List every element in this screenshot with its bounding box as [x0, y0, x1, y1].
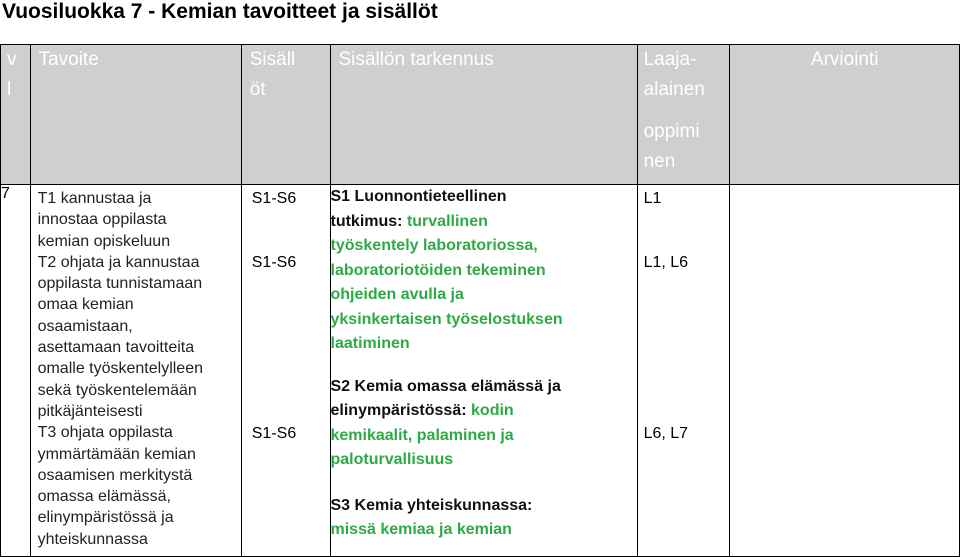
competence-t1: L1: [643, 190, 662, 207]
table-header-row: [1, 45, 960, 185]
header-content-details: Sisällön tarkennus: [330, 45, 637, 185]
curriculum-table: [0, 44, 960, 557]
table-row: [1, 185, 960, 557]
header-contents: Sisäll öt: [241, 45, 330, 185]
competence-t3: L6, L7: [643, 425, 689, 442]
goal-t2: T2 ohjata ja kannustaa oppilasta tunnistamaan omaa kemian osaamistaan, asettamaan tavoitteita omalle työskentelylleen sekä työskentelemään pitkäjänteisesti: [37, 253, 203, 420]
header-grade: v l: [1, 45, 31, 185]
goals-cell: [30, 185, 241, 557]
header-goal: Tavoite: [30, 45, 241, 185]
assessment-cell: [730, 185, 960, 557]
goal-t3: T3 ohjata oppilasta ymmärtämään kemian osaamisen merkitystä omassa elämässä, elinympäristössä ja yhteiskunnassa: [37, 424, 196, 548]
content-details-cell: [330, 185, 637, 557]
goal-t1: T1 kannustaa ja innostaa oppilasta kemian opiskeluun: [37, 190, 171, 250]
page-title: Vuosiluokka 7 - Kemian tavoitteet ja sisällöt: [2, 0, 438, 23]
content-s1: S1 Luonnontieteellinen tutkimus: turvallinen työskentely laboratoriossa, laboratoriotöiden tekeminen ohjeiden avulla ja yksinkertaisen työselostuksen laatiminen: [330, 188, 563, 352]
competences-cell: [637, 185, 730, 557]
header-transversal-competence: Laaja- alainen oppimi nen: [637, 45, 730, 185]
header-assessment: Arviointi: [730, 45, 960, 185]
content-s3: S3 Kemia yhteiskunnassa: missä kemiaa ja kemian: [330, 496, 533, 538]
content-ref-t1: S1-S6: [251, 190, 297, 207]
grade-cell: 7: [1, 185, 31, 557]
content-s2: S2 Kemia omassa elämässä ja elinympäristössä: kodin kemikaalit, palaminen ja paloturvallisuus: [330, 377, 561, 468]
competence-t2: L1, L6: [643, 254, 689, 271]
contents-cell: [241, 185, 330, 557]
content-ref-t3: S1-S6: [251, 425, 297, 442]
content-ref-t2: S1-S6: [251, 254, 297, 271]
